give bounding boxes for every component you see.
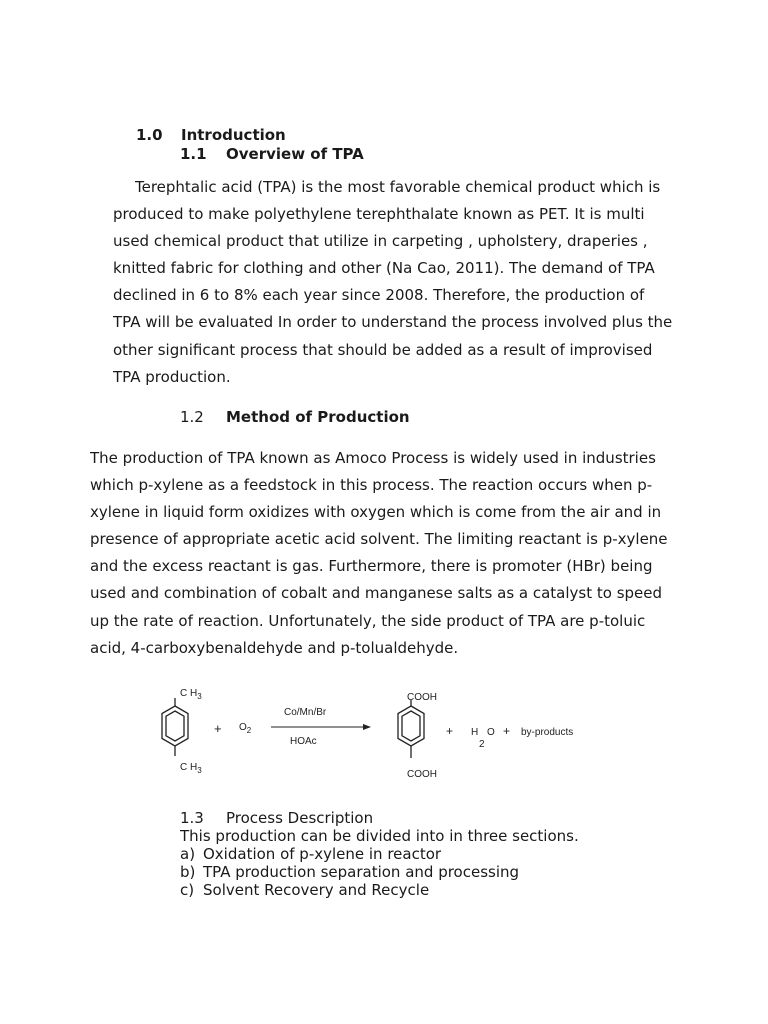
list-marker: a) — [180, 845, 196, 863]
plus-sign: + — [214, 721, 222, 736]
water-subscript: 2 — [479, 739, 485, 750]
section-number: 1.0 — [136, 126, 163, 144]
list-item-text: Oxidation of p-xylene in reactor — [203, 845, 442, 863]
list-item — [180, 881, 429, 900]
list-marker: b) — [180, 863, 196, 881]
subsection-heading-overview — [180, 145, 364, 163]
paragraph-line: declined in 6 to 8% each year since 2008. Therefore, the production of — [113, 286, 645, 305]
byproducts-label: by-products — [521, 727, 574, 738]
plus-sign: + — [503, 724, 511, 738]
list-marker: c) — [180, 881, 195, 899]
paragraph-line: acid, 4-carboxybenaldehyde and p-tolualdehyde. — [90, 638, 459, 657]
paragraph-line: and the excess reactant is gas. Furthermore, there is promoter (HBr) being — [90, 557, 653, 576]
paragraph-line: used and combination of cobalt and manganese salts as a catalyst to speed — [90, 584, 663, 603]
list-item — [180, 863, 519, 882]
paragraph-line: up the rate of reaction. Unfortunately, the side product of TPA are p-toluic — [90, 611, 646, 630]
subsection-heading-method — [180, 408, 410, 426]
method-paragraph — [90, 445, 668, 662]
paragraph-line: TPA production. — [113, 367, 231, 386]
plus-sign: + — [446, 724, 454, 738]
section-title: Introduction — [181, 126, 286, 144]
subsection-heading-process — [180, 809, 373, 828]
paragraph-line: Terephtalic acid (TPA) is the most favorable chemical product which is — [135, 178, 661, 196]
paragraph-line: which p-xylene as a feedstock in this process. The reaction occurs when p- — [90, 476, 653, 495]
cooh-top-label: COOH — [407, 692, 437, 703]
paragraph-line: TPA will be evaluated In order to understand the process involved plus the — [113, 313, 673, 332]
paragraph-line: The production of TPA known as Amoco Process is widely used in industries — [90, 449, 656, 467]
paragraph-line: presence of appropriate acetic acid solvent. The limiting reactant is p-xylene — [90, 530, 668, 549]
ch3-top-label: C $H_3$ — [180, 688, 202, 701]
subsection-number: 1.1 — [180, 145, 207, 163]
paragraph-line: used chemical product that utilize in carpeting , upholstery, draperies , — [113, 232, 648, 251]
solvent-label: HOAc — [290, 736, 317, 747]
subsection-title: Overview of TPA — [226, 145, 364, 163]
reaction-scheme — [150, 684, 590, 784]
terephthalic-acid-structure — [398, 700, 424, 758]
subsection-title: Process Description — [226, 809, 374, 827]
cooh-bottom-label: COOH — [407, 769, 437, 780]
subsection-title: Method of Production — [226, 408, 410, 426]
water-o-label: O — [487, 727, 495, 738]
paragraph-line: knitted fabric for clothing and other (Na Cao, 2011). The demand of TPA — [113, 259, 655, 278]
process-intro: This production can be divided into in three sections. — [180, 827, 579, 845]
list-item — [180, 845, 441, 864]
section-heading-intro — [136, 126, 286, 144]
overview-paragraph — [113, 174, 672, 391]
paragraph-line: produced to make polyethylene terephthalate known as PET. It is multi — [113, 205, 645, 224]
p-xylene-structure — [162, 698, 188, 756]
list-item-text: Solvent Recovery and Recycle — [203, 881, 430, 899]
catalyst-label: Co/Mn/Br — [284, 707, 327, 718]
paragraph-line: xylene in liquid form oxidizes with oxygen which is come from the air and in — [90, 503, 662, 522]
ch3-bottom-label: C $H_3$ — [180, 762, 202, 775]
paragraph-line: other significant process that should be added as a result of improvised — [113, 340, 653, 359]
oxygen-label: $O_2$ — [239, 722, 252, 735]
water-h-label: H — [471, 727, 479, 738]
reaction-arrow — [271, 724, 371, 730]
list-item-text: TPA production separation and processing — [203, 863, 520, 881]
subsection-number: 1.2 — [180, 408, 204, 426]
subsection-number: 1.3 — [180, 809, 204, 827]
